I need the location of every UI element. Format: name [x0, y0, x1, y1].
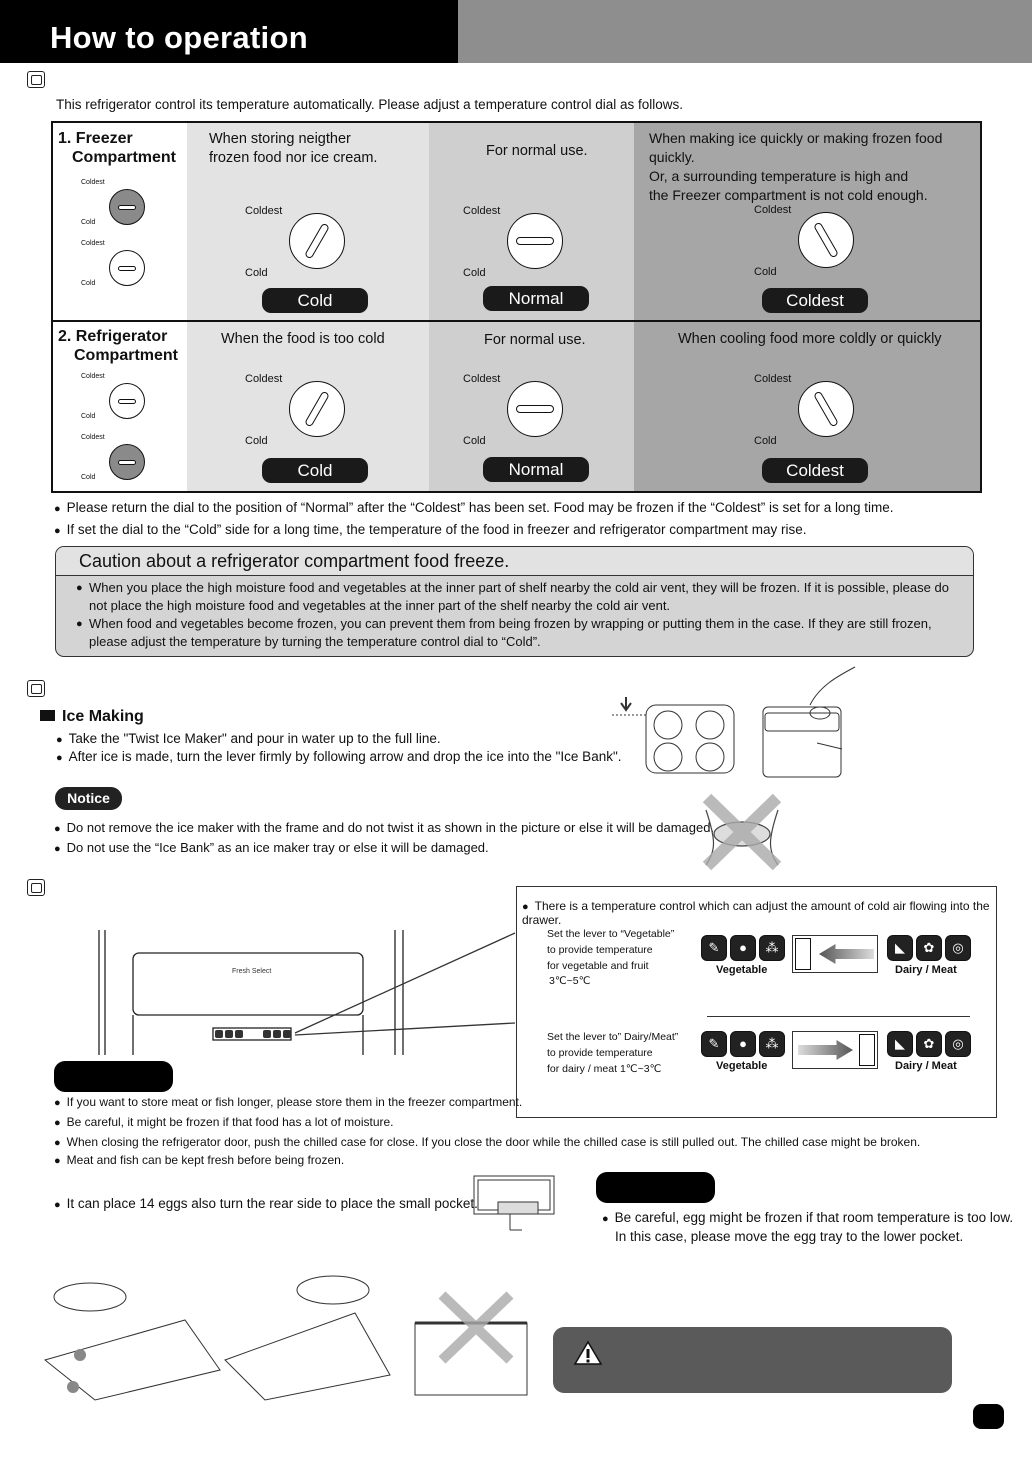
caution-title: Caution about a refrigerator compartment food freeze.	[79, 551, 510, 571]
ice-making-heading-text: Ice Making	[62, 708, 144, 725]
mini-label-coldest: Coldest	[81, 373, 105, 380]
drawer-bullet: ● Be careful, it might be frozen if that food has a lot of moisture.	[54, 1115, 394, 1129]
refrigerator-cold-desc: When the food is too cold	[221, 331, 385, 347]
drawer-bullet: ● When closing the refrigerator door, push the chilled case for close. If you close the door while the chilled case is still pulled out. The chilled case might be broken.	[54, 1135, 920, 1149]
mini-label-cold: Cold	[81, 413, 96, 420]
header-bar-gray	[458, 0, 1032, 63]
setting-coldest-badge: Coldest	[762, 288, 868, 313]
dial-label-cold: Cold	[245, 267, 268, 279]
mini-label-coldest: Coldest	[81, 434, 105, 441]
freezer-title: 1. Freezer	[58, 130, 133, 147]
arrow-right-icon	[798, 1040, 853, 1060]
page-title: How to operation	[50, 20, 308, 55]
dial-label-cold: Cold	[754, 266, 777, 278]
setting-normal-badge: Normal	[483, 457, 589, 482]
cheese-icon: ◣	[887, 935, 913, 961]
setting-cold-badge: Cold	[262, 288, 368, 313]
mini-label-cold: Cold	[81, 474, 96, 481]
notice-badge: Notice	[55, 787, 122, 810]
dial-label-cold: Cold	[463, 267, 486, 279]
dial-label-cold: Cold	[245, 435, 268, 447]
dairy-meat-label: Dairy / Meat	[895, 964, 957, 976]
note-item: ● If set the dial to the “Cold” side for a long time, the temperature of the food in freezer and refrigerator compartment may rise.	[54, 522, 807, 537]
dial-coldest	[754, 369, 866, 449]
meat-icon: ✿	[916, 935, 942, 961]
dairy-meat-label: Dairy / Meat	[895, 1060, 957, 1072]
section-marker-icon	[27, 680, 45, 697]
vegetable-label: Vegetable	[716, 964, 768, 976]
fridge-drawer-illustration	[95, 925, 520, 1060]
mini-label-cold: Cold	[81, 280, 96, 287]
freezer-mini-dial-light	[81, 240, 131, 292]
no-twist-illustration	[692, 790, 792, 872]
freezer-coldest-cell	[634, 123, 980, 320]
setting-cold-badge: Cold	[262, 458, 368, 483]
ice-making-heading	[40, 708, 144, 726]
caution-item: ● When food and vegetables become frozen, you can prevent them from being frozen by wrapping or putting them in the case. If they are still frozen, please adjust the temperature by turning the temperature control dial to “Cold”.	[76, 615, 956, 651]
setting-normal-badge: Normal	[483, 286, 589, 311]
dial-normal	[463, 369, 575, 449]
dial-label-coldest: Coldest	[245, 205, 283, 217]
freezer-subtitle: Compartment	[72, 149, 177, 166]
notice-bullet: ● Do not use the “Ice Bank” as an ice maker tray or else it will be damaged.	[54, 840, 489, 855]
drawer-panel-intro: ● There is a temperature control which can adjust the amount of cold air flowing into the drawer.	[522, 899, 996, 927]
dairy-setting-text: Set the lever to” Dairy/Meat” to provide temperature for dairy / meat 1℃~3℃	[547, 1031, 679, 1075]
mini-label-cold: Cold	[81, 219, 96, 226]
egg-caution-line: ● Be careful, egg might be frozen if that room temperature is too low.	[602, 1210, 1013, 1225]
shelf-illustrations	[35, 1275, 555, 1405]
refrigerator-coldest-cell	[634, 322, 980, 491]
vegetable-setting-text: Set the lever to “Vegetable” to provide temperature for vegetable and fruit	[547, 928, 675, 972]
divider	[707, 1016, 970, 1017]
vegetable-label: Vegetable	[716, 1060, 768, 1072]
freezer-cold-cell	[187, 123, 429, 320]
tomato-icon: ●	[730, 1031, 756, 1057]
setting-coldest-badge: Coldest	[762, 458, 868, 483]
vegetable-lever-slot	[792, 935, 878, 973]
caution-item-text: When food and vegetables become frozen, you can prevent them from being frozen by wrapping or putting them in the case. If they are still frozen, please adjust the temperature by turning the temperature control dial to “Cold”.	[89, 616, 932, 649]
freezer-mini-dial-dark	[81, 179, 131, 231]
warning-box	[553, 1327, 952, 1393]
temperature-table	[51, 121, 982, 493]
dial-label-coldest: Coldest	[754, 204, 792, 216]
freezer-normal-cell	[429, 123, 634, 320]
grapes-icon: ⁂	[759, 935, 785, 961]
freezer-normal-desc: For normal use.	[486, 143, 588, 159]
cheese-icon: ◣	[887, 1031, 913, 1057]
vegetable-range: 3℃~5℃	[549, 975, 591, 987]
refrigerator-normal-desc: For normal use.	[484, 332, 586, 348]
carrot-icon: ✎	[701, 1031, 727, 1057]
warning-icon	[573, 1340, 603, 1366]
fish-icon: ◎	[945, 1031, 971, 1057]
drawer-control-panel	[516, 886, 997, 1118]
refrigerator-normal-cell	[429, 322, 634, 491]
drawer-bullet: ● If you want to store meat or fish longer, please store them in the freezer compartment.	[54, 1095, 522, 1109]
refrigerator-subtitle: Compartment	[74, 347, 179, 364]
fish-icon: ◎	[945, 935, 971, 961]
lever-handle	[795, 938, 811, 970]
egg-bullet: ● It can place 14 eggs also turn the rear side to place the small pocket.	[54, 1196, 478, 1211]
lever-handle	[859, 1034, 875, 1066]
drawer-bullet: ● Meat and fish can be kept fresh before being frozen.	[54, 1153, 344, 1167]
ice-bullet: ● Take the "Twist Ice Maker" and pour in water up to the full line.	[56, 731, 441, 746]
grapes-icon: ⁂	[759, 1031, 785, 1057]
mini-label-coldest: Coldest	[81, 240, 105, 247]
section-marker-icon	[27, 879, 45, 896]
refrigerator-title: 2. Refrigerator	[58, 328, 168, 345]
refrigerator-cold-cell	[187, 322, 429, 491]
caution-box	[55, 546, 974, 657]
refrigerator-mini-dial-dark	[81, 434, 131, 486]
arrow-left-icon	[819, 944, 874, 964]
fresh-select-label: Fresh Select	[232, 968, 272, 975]
freezer-coldest-desc: When making ice quickly or making frozen food quickly. Or, a surrounding temperature is high and the Freezer compartment is not cold enough.	[649, 130, 943, 203]
dial-label-coldest: Coldest	[463, 373, 501, 385]
dial-normal	[463, 201, 575, 281]
egg-tray-illustration	[470, 1170, 560, 1235]
dial-label-coldest: Coldest	[463, 205, 501, 217]
tomato-icon: ●	[730, 935, 756, 961]
freezer-label-cell	[53, 123, 187, 320]
dial-cold	[245, 201, 357, 281]
caution-item: ● When you place the high moisture food and vegetables at the inner part of shelf nearby the cold air vent, they will be frozen. If it is possible, please do not place the high moisture food and vegetables at the inner part of the shelf nearby the cold air vent.	[76, 579, 956, 615]
freezer-cold-desc: When storing neigther frozen food nor ice cream.	[209, 131, 378, 166]
dial-label-cold: Cold	[463, 435, 486, 447]
mini-label-coldest: Coldest	[81, 179, 105, 186]
ice-bullet: ● After ice is made, turn the lever firmly by following arrow and drop the ice into the "Ice Bank".	[56, 749, 622, 764]
intro-text: This refrigerator control its temperature automatically. Please adjust a temperature control dial as follows.	[56, 97, 684, 112]
note-item: ● Please return the dial to the position of “Normal” after the “Coldest” has been set. Food may be frozen if the “Coldest” is set for a long time.	[54, 500, 894, 515]
dial-label-coldest: Coldest	[754, 373, 792, 385]
dial-cold	[245, 369, 357, 449]
section-marker-icon	[27, 71, 45, 88]
caution-label-pill	[596, 1172, 715, 1203]
refrigerator-label-cell	[53, 322, 187, 491]
refrigerator-coldest-desc: When cooling food more coldly or quickly	[678, 331, 942, 347]
notice-bullet: ● Do not remove the ice maker with the frame and do not twist it as shown in the picture or else it will be damaged.	[54, 820, 714, 835]
dial-coldest	[754, 200, 866, 280]
caution-item-text: When you place the high moisture food and vegetables at the inner part of shelf nearby the cold air vent, they will be frozen. If it is possible, please do not place the high moisture food and vegetables at the inner part of the shelf nearby the cold air vent.	[89, 580, 949, 613]
ice-maker-illustration	[610, 665, 865, 780]
page-number-badge	[973, 1404, 1004, 1429]
dairy-lever-slot	[792, 1031, 878, 1069]
egg-caution-line: In this case, please move the egg tray to the lower pocket.	[615, 1229, 964, 1244]
dial-label-coldest: Coldest	[245, 373, 283, 385]
carrot-icon: ✎	[701, 935, 727, 961]
caution-label-pill	[54, 1061, 173, 1092]
refrigerator-mini-dial-light	[81, 373, 131, 425]
dial-label-cold: Cold	[754, 435, 777, 447]
meat-icon: ✿	[916, 1031, 942, 1057]
